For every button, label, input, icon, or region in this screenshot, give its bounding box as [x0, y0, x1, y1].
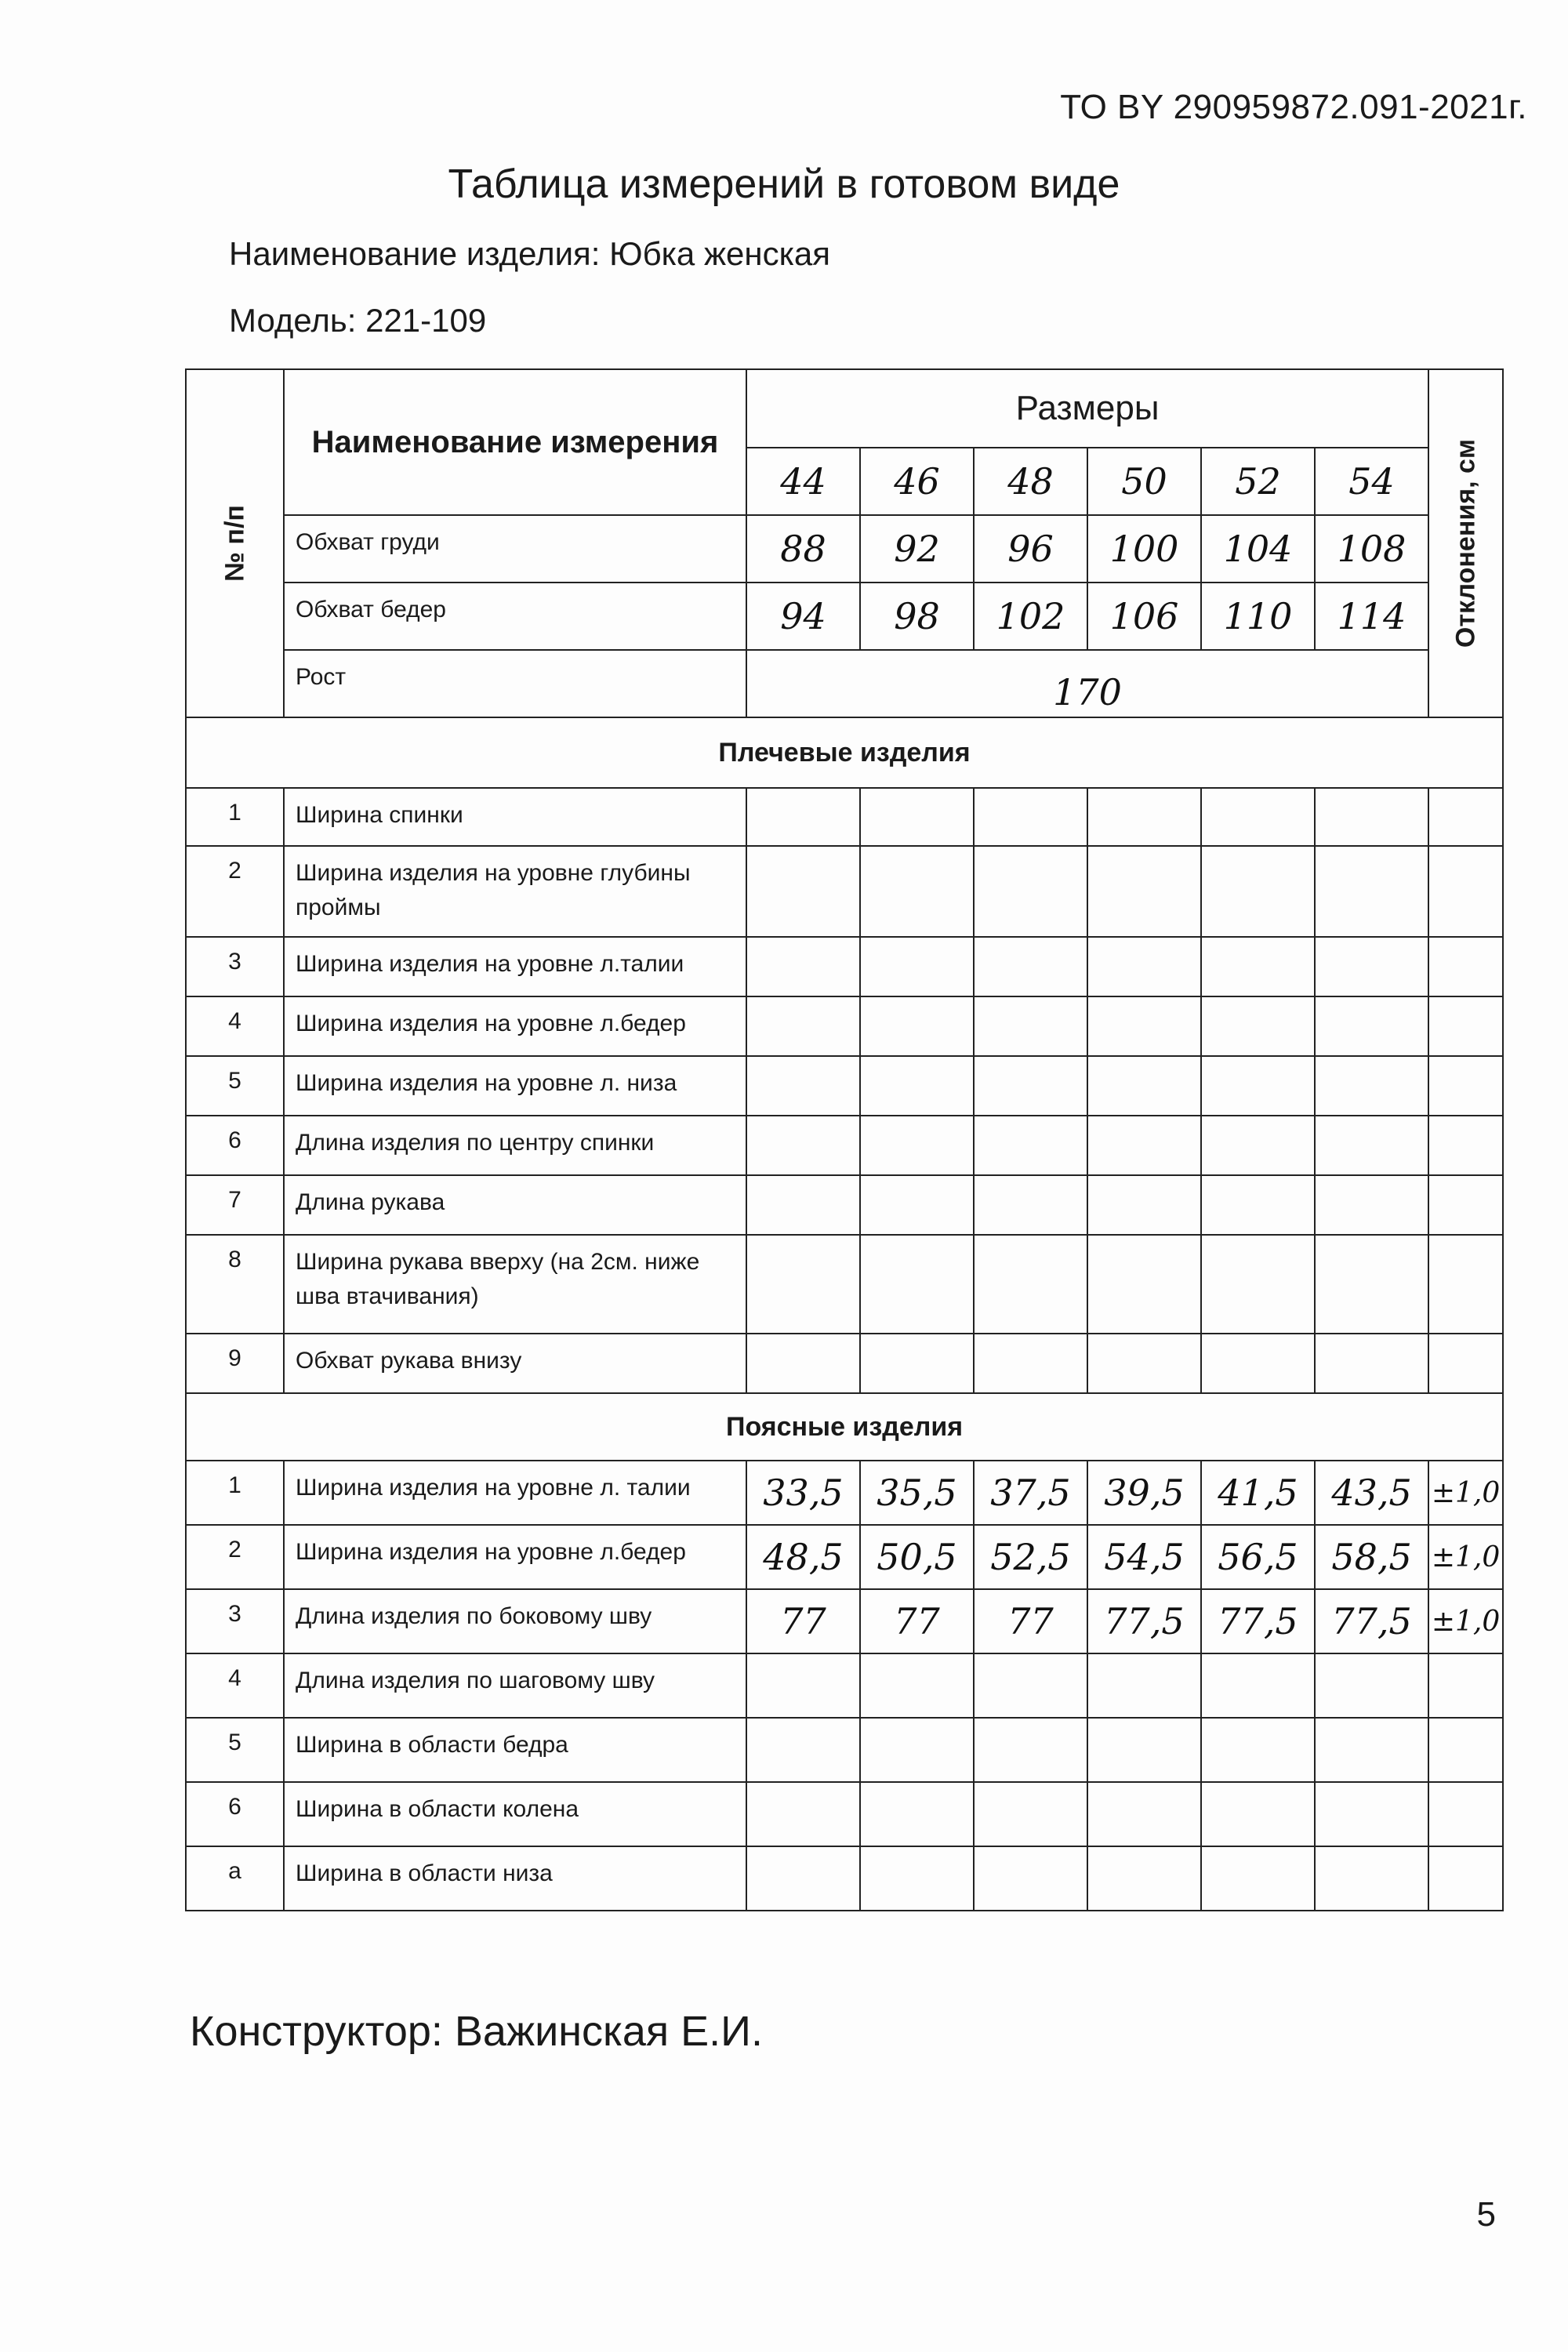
- body-value-cell: 94: [746, 583, 860, 650]
- row-label: Ширина в области низа: [284, 1846, 746, 1911]
- row-number: 2: [186, 1525, 284, 1589]
- value-cell: 33,5: [746, 1461, 860, 1525]
- height-value-cell: 170: [746, 650, 1428, 717]
- value-cell: 48,5: [746, 1525, 860, 1589]
- size-cell: 48: [974, 448, 1087, 515]
- table-row: [186, 1782, 1503, 1846]
- row-number: 4: [186, 1653, 284, 1718]
- body-value-cell: 106: [1087, 583, 1201, 650]
- value-cell: 35,5: [860, 1461, 974, 1525]
- body-value-cell: 108: [1315, 515, 1428, 583]
- column-header-sizes: Размеры: [746, 369, 1428, 448]
- row-label: Ширина изделия на уровне л. талии: [284, 1461, 746, 1525]
- column-header-measurement: Наименование измерения: [284, 369, 746, 515]
- row-number: 7: [186, 1175, 284, 1235]
- body-value-cell: 88: [746, 515, 860, 583]
- table-row: [186, 1235, 1503, 1334]
- row-label: Ширина изделия на уровне л.талии: [284, 937, 746, 996]
- row-label: Ширина изделия на уровне л.бедер: [284, 996, 746, 1056]
- document-reference: ТО BY 290959872.091-2021г.: [1060, 88, 1527, 126]
- row-label: Ширина в области колена: [284, 1782, 746, 1846]
- row-label: Длина изделия по шаговому шву: [284, 1653, 746, 1718]
- deviation-cell: ±1,0: [1428, 1589, 1503, 1653]
- table-row: [186, 1846, 1503, 1911]
- body-value-cell: 100: [1087, 515, 1201, 583]
- size-cell: 50: [1087, 448, 1201, 515]
- table-row: [186, 1718, 1503, 1782]
- column-header-deviation: Отклонения, см: [1428, 369, 1503, 717]
- value-cell: 37,5: [974, 1461, 1087, 1525]
- body-value-cell: 114: [1315, 583, 1428, 650]
- table-row: [186, 788, 1503, 846]
- table-row: [186, 1334, 1503, 1393]
- row-label: Ширина в области бедра: [284, 1718, 746, 1782]
- table-row: [186, 1653, 1503, 1718]
- row-number: 3: [186, 937, 284, 996]
- row-number: 6: [186, 1782, 284, 1846]
- row-label: Ширина спинки: [284, 788, 746, 846]
- size-cell: 52: [1201, 448, 1315, 515]
- row-number: 8: [186, 1235, 284, 1334]
- deviation-cell: ±1,0: [1428, 1525, 1503, 1589]
- model-number: Модель: 221-109: [229, 302, 487, 339]
- table-row: [186, 1175, 1503, 1235]
- value-cell: 41,5: [1201, 1461, 1315, 1525]
- value-cell: 77: [746, 1589, 860, 1653]
- page-number: 5: [1476, 2195, 1496, 2234]
- row-label: Обхват рукава внизу: [284, 1334, 746, 1393]
- row-label: Длина изделия по боковому шву: [284, 1589, 746, 1653]
- body-value-cell: 92: [860, 515, 974, 583]
- size-cell: 46: [860, 448, 974, 515]
- body-value-cell: 110: [1201, 583, 1315, 650]
- body-row-label: Обхват груди: [284, 515, 746, 583]
- row-number: 2: [186, 846, 284, 937]
- size-cell: 54: [1315, 448, 1428, 515]
- value-cell: 58,5: [1315, 1525, 1428, 1589]
- value-cell: 56,5: [1201, 1525, 1315, 1589]
- table-row: [186, 1589, 1503, 1653]
- row-label: Длина изделия по центру спинки: [284, 1116, 746, 1175]
- table-row: [186, 1525, 1503, 1589]
- measurement-table: [185, 368, 1504, 1911]
- value-cell: 54,5: [1087, 1525, 1201, 1589]
- section-title-waist: Поясные изделия: [186, 1393, 1503, 1461]
- value-cell: 77,5: [1315, 1589, 1428, 1653]
- row-number: 3: [186, 1589, 284, 1653]
- row-number: 4: [186, 996, 284, 1056]
- value-cell: 77: [974, 1589, 1087, 1653]
- row-label: Ширина рукава вверху (на 2см. ниже шва втачивания): [284, 1235, 746, 1334]
- size-cell: 44: [746, 448, 860, 515]
- table-row: [186, 1461, 1503, 1525]
- value-cell: 52,5: [974, 1525, 1087, 1589]
- body-value-cell: 96: [974, 515, 1087, 583]
- value-cell: 77: [860, 1589, 974, 1653]
- value-cell: 39,5: [1087, 1461, 1201, 1525]
- section-title-shoulder: Плечевые изделия: [186, 717, 1503, 788]
- value-cell: 43,5: [1315, 1461, 1428, 1525]
- row-number: а: [186, 1846, 284, 1911]
- row-label: Длина рукава: [284, 1175, 746, 1235]
- body-row-label: Обхват бедер: [284, 583, 746, 650]
- table-row: [186, 937, 1503, 996]
- body-value-cell: 102: [974, 583, 1087, 650]
- row-number: 1: [186, 1461, 284, 1525]
- value-cell: 50,5: [860, 1525, 974, 1589]
- body-value-cell: 98: [860, 583, 974, 650]
- column-header-number: № п/п: [186, 369, 284, 717]
- row-label: Ширина изделия на уровне л. низа: [284, 1056, 746, 1116]
- deviation-cell: ±1,0: [1428, 1461, 1503, 1525]
- constructor-signature-line: Конструктор: Важинская Е.И.: [190, 2008, 763, 2055]
- row-number: 6: [186, 1116, 284, 1175]
- row-number: 5: [186, 1718, 284, 1782]
- product-name: Наименование изделия: Юбка женская: [229, 235, 830, 272]
- value-cell: 77,5: [1201, 1589, 1315, 1653]
- table-row: [186, 846, 1503, 937]
- table-row: [186, 996, 1503, 1056]
- row-number: 9: [186, 1334, 284, 1393]
- row-label: Ширина изделия на уровне глубины проймы: [284, 846, 746, 937]
- table-row: [186, 1056, 1503, 1116]
- value-cell: 77,5: [1087, 1589, 1201, 1653]
- body-row-label: Рост: [284, 650, 746, 717]
- row-label: Ширина изделия на уровне л.бедер: [284, 1525, 746, 1589]
- row-number: 5: [186, 1056, 284, 1116]
- page-title: Таблица измерений в готовом виде: [448, 162, 1120, 207]
- table-row: [186, 1116, 1503, 1175]
- body-value-cell: 104: [1201, 515, 1315, 583]
- row-number: 1: [186, 788, 284, 846]
